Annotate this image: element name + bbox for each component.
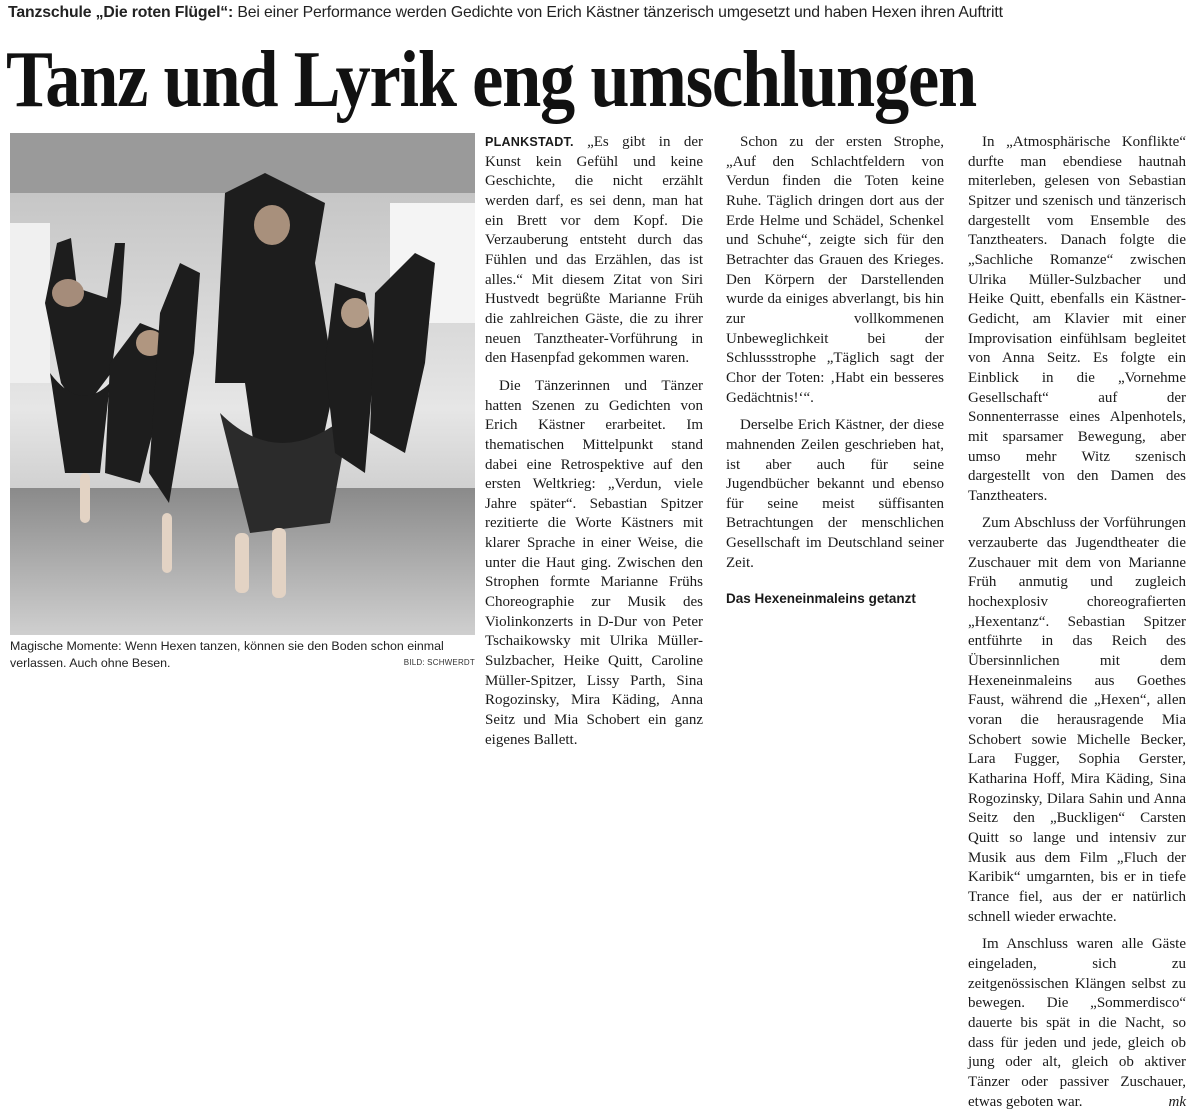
- paragraph-2: Die Tänzerinnen und Tänzer hatten Szenen zu Gedichten von Erich Kästner erarbeitet. Im thematischen Mittelpunkt stand dabei eine Retrospektive auf den ersten Weltkrieg: „Verdun, viele Jahre später“. Sebastian Spitzer rezitierte die Worte Kästners mit klarer Sprache in einer Weise, die unter die Haut ging. Zwischen den Strophen formte Marianne Frühs Choreographie zur Musik des Violinkonzerts in D-Dur von Peter Tschaikowsky mit Ulrika Müller-Sulzbacher, Heike Quitt, Caroline Müller-Spitzer, Lissy Parth, Sina Rogozinsky, Mira Käding, Anna Seitz und Mia Schobert ein ganz eigenes Ballett.: [485, 377, 703, 750]
- paragraph-1-text: „Es gibt in der Kunst kein Gefühl und keine Geschichte, die nicht erzählt werden darf, es sei denn, man hat ein Brett vor dem Kopf. Die Verzauberung entsteht durch das Fühlen und das Erzählen, das ist alles.“ Mit diesem Zitat von Siri Hustvedt begrüßte Marianne Früh die zahlreichen Gäste, die zu ihrer neuen Tanztheater-Vorführung in den Hasenpfad gekommen waren.: [485, 134, 703, 366]
- photo-credit: BILD: SCHWERDT: [404, 654, 475, 671]
- kicker-text: Bei einer Performance werden Gedichte von Erich Kästner tänzerisch umgesetzt und haben Hexen ihren Auftritt: [233, 4, 1003, 21]
- paragraph-6: Zum Abschluss der Vorführungen verzauberte das Jugendtheater die Zuschauer mit dem von Marianne Früh anmutig und zugleich hochexplosiv choreografierten „Hexentanz“. Sebastian Spitzer entführte in das Reich des Übersinnlichen mit dem Hexeneinmaleins aus Goethes Faust, während die „Hexen“, allen voran die herausragende Mia Schobert sowie Michelle Becker, Lara Fugger, Sophia Gerster, Katharina Hoff, Mira Käding, Sina Rogozinsky, Dilara Sahin und Anna Seitz den „Buckligen“ Carsten Quitt so lange und intensiv zur Musik aus dem Film „Fluch der Karibik“ umgarnten, bis er in tiefe Trance fiel, aus der er natürlich schnell wieder erwachte.: [968, 514, 1186, 927]
- subheading: Das Hexeneinmaleins getanzt: [726, 589, 944, 609]
- paragraph-7: [968, 935, 1186, 1112]
- author-signature: mk: [1155, 1093, 1187, 1112]
- article-column-1: [485, 133, 703, 750]
- kicker-line: [8, 4, 1193, 22]
- dateline: PLANKSTADT.: [485, 135, 574, 149]
- article-column-3: [968, 133, 1186, 1112]
- paragraph-4: Derselbe Erich Kästner, der diese mahnenden Zeilen geschrieben hat, ist aber auch für seine Jugendbücher bekannt und ebenso für seine meist süffisanten Betrachtungen der menschlichen Gesellschaft im Deutschland seiner Zeit.: [726, 416, 944, 573]
- paragraph-5: In „Atmosphärische Konflikte“ durfte man ebendiese hautnah miterleben, gelesen von Sebastian Spitzer und szenisch und tänzerisch dargestellt vom Ensemble des Tanztheaters. Danach folgte die „Sachliche Romanze“ zwischen Ulrika Müller-Sulzbacher und Heike Quitt, ebenfalls ein Kästner-Gedicht, am Klavier mit einer Improvisation einfühlsam begleitet von Anna Seitz. Es folgte ein Einblick in die „Vornehme Gesellschaft“ auf der Sonnenterrasse eines Alpenhotels, mit sparsamer Bewegung, aber umso mehr Witz szenisch dargestellt von den Damen des Tanztheaters.: [968, 133, 1186, 506]
- paragraph-3: Schon zu der ersten Strophe, „Auf den Schlachtfeldern von Verdun finden die Toten keine Ruhe. Täglich dringen dort aus der Erde Helme und Schädel, Schenkel und Schuhe“, zeigte sich für den Betrachter das Grauen des Krieges. Den Körpern der Darstellenden wurde da einiges abverlangt, bis hin zur vollkommenen Unbeweglichkeit bei der Schlussstrophe „Täglich sagt der Chor der Toten: ‚Habt ein besseres Gedächtnis!‘“.: [726, 133, 944, 408]
- photo-caption: [10, 638, 475, 672]
- paragraph-1: [485, 133, 703, 369]
- paragraph-7-text: Im Anschluss waren alle Gäste eingeladen, sich zu zeitgenössischen Klängen selbst zu bewegen. Die „Sommerdisco“ dauerte bis spät in die Nacht, so dass für jeden und jede, gleich ob jung oder alt, gleich ob aktiver Tänzer oder passiver Zuschauer, etwas geboten war.: [968, 936, 1186, 1109]
- dance-photo: [10, 133, 475, 635]
- caption-text: Magische Momente: Wenn Hexen tanzen, können sie den Boden schon einmal verlassen. Auch ohne Besen.: [10, 639, 444, 670]
- dance-photo-illustration: [10, 133, 475, 635]
- article-column-2: [726, 133, 944, 611]
- kicker-label: Tanzschule „Die roten Flügel“:: [8, 4, 233, 21]
- headline: Tanz und Lyrik eng umschlungen: [6, 36, 1049, 124]
